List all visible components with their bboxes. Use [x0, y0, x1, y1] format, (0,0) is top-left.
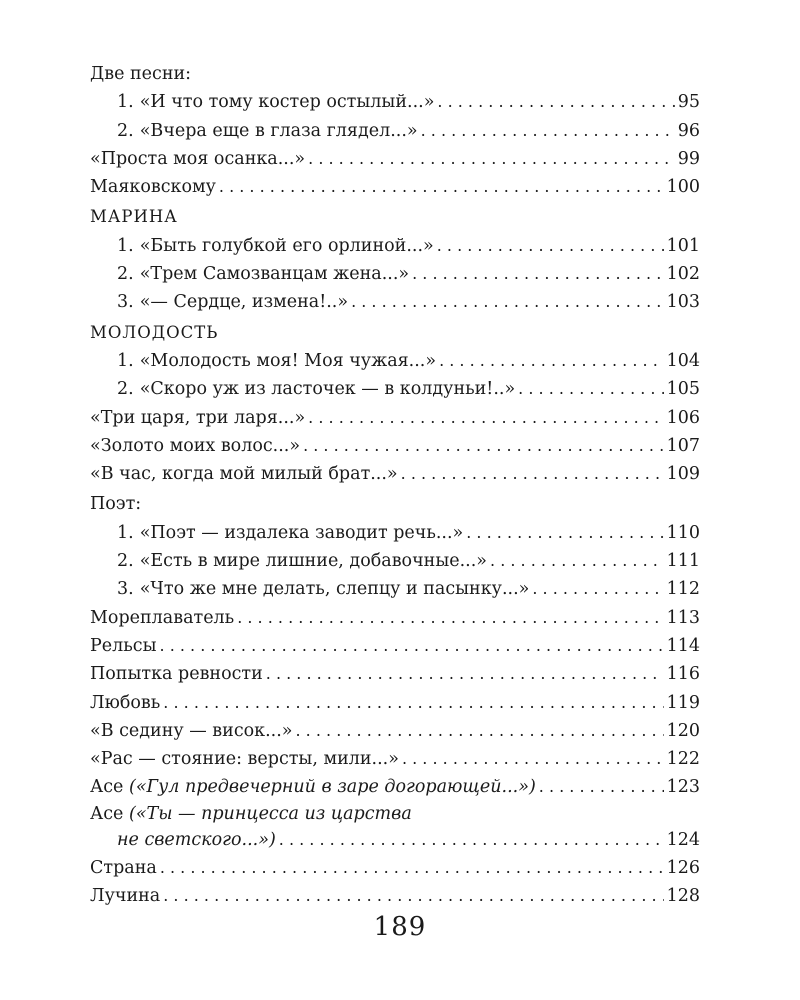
toc-entry-number: 1.: [117, 522, 134, 543]
dot-leader: [437, 88, 674, 116]
toc-entry-title: [117, 575, 529, 603]
toc-entry: [90, 717, 700, 745]
toc-page-number: 95: [677, 92, 700, 113]
toc-entry-text: Маяковскому: [90, 177, 216, 198]
toc-entry: [90, 404, 700, 432]
toc-entry: [90, 854, 700, 882]
toc-entry-title: [90, 689, 160, 717]
toc-entry: [90, 547, 700, 575]
toc-page-number: 109: [666, 464, 700, 485]
toc-entry-number: 2.: [117, 120, 134, 141]
toc-entry-title: [117, 826, 276, 854]
toc-entry-subtitle: («Гул предвечерний в заре догорающей...»): [129, 777, 536, 798]
toc-entry: [90, 460, 700, 488]
toc-entry-title: [117, 288, 348, 316]
toc-entry: [90, 689, 700, 717]
toc-entry-title: [90, 432, 300, 460]
toc-entry-text: Страна: [90, 858, 157, 879]
toc-entry-title: Две песни:: [90, 64, 192, 84]
toc-page-number: 99: [677, 148, 700, 169]
dot-leader: [466, 519, 663, 547]
dot-leader: [539, 773, 664, 801]
toc-entry-text: Лучина: [90, 886, 161, 907]
dot-leader: [421, 117, 675, 145]
dot-leader: [351, 288, 664, 316]
toc-page-number: 120: [666, 720, 700, 741]
toc-entry: [90, 773, 700, 801]
toc-entry-number: 2.: [117, 264, 134, 285]
toc-entry: [90, 882, 700, 910]
toc-page-number: 124: [666, 829, 700, 850]
toc-entry-number: 1.: [117, 92, 134, 113]
toc-entry-number: 2.: [117, 379, 134, 400]
toc-entry: [90, 632, 700, 660]
toc-entry-text: «Что же мне делать, слепцу и пасынку...»: [139, 579, 530, 600]
toc-entry-title: [90, 604, 234, 632]
toc-entry-text: «Рас — стояние: версты, мили...»: [90, 749, 399, 770]
toc-entry-text: «И что тому костер остылый...»: [139, 92, 435, 113]
toc-entry-title: [90, 145, 305, 173]
toc-entry-title: [117, 519, 463, 547]
toc-entry-title: [117, 232, 434, 260]
toc-entry: [90, 319, 700, 347]
toc-page-number: 114: [666, 635, 700, 656]
dot-leader: [160, 854, 664, 882]
toc-entry: [90, 173, 700, 201]
dot-leader: [532, 575, 663, 603]
dot-leader: [163, 882, 663, 910]
toc-entry-title: [117, 347, 436, 375]
toc-entry: [90, 145, 700, 173]
toc-page-number: 100: [666, 177, 700, 198]
toc-page-number: 107: [666, 435, 700, 456]
toc-entry-text: «Быть голубкой его орлиной...»: [139, 235, 434, 256]
toc-page-number: 102: [666, 264, 700, 285]
dot-leader: [303, 432, 664, 460]
toc-entry-text: «Трем Самозванцам жена...»: [139, 264, 410, 285]
toc-page-number: 122: [666, 749, 700, 770]
toc-entry-subtitle: не светского...»): [117, 829, 276, 850]
toc-entry-text: «Три царя, три ларя...»: [90, 407, 306, 428]
toc-entry-text: «Вчера еще в глаза глядел...»: [139, 120, 418, 141]
toc-page-number: 104: [666, 350, 700, 371]
toc-entry: [90, 826, 700, 854]
toc-entry-title: [90, 404, 305, 432]
toc-entry: [90, 604, 700, 632]
toc-entry: [90, 117, 700, 145]
toc-entry-title: [90, 882, 160, 910]
toc-entry: [90, 660, 700, 688]
toc-entry-text: «Поэт — издалека заводит речь...»: [139, 522, 464, 543]
toc-entry-title: [90, 717, 293, 745]
toc-entry-text: «Золото моих волос...»: [90, 435, 301, 456]
dot-leader: [237, 604, 663, 632]
toc-entry-text: Асе: [90, 777, 124, 798]
toc-entry-text: Рельсы: [90, 635, 157, 656]
toc-entry-title: [90, 173, 216, 201]
toc-entry-number: 1.: [117, 350, 134, 371]
dot-leader: [401, 460, 664, 488]
toc-entry-text: Асе: [90, 803, 124, 824]
toc-entry-number: 2.: [117, 551, 134, 572]
toc-entry-text: «Есть в мире лишние, добавочные...»: [139, 551, 488, 572]
dot-leader: [518, 375, 663, 403]
toc-entry-text: «В час, когда мой милый брат...»: [90, 464, 398, 485]
toc-entry-title: [117, 260, 409, 288]
toc-entry: [90, 203, 700, 231]
dot-leader: [279, 826, 664, 854]
toc-entry-text: «Проста моя осанка...»: [90, 148, 306, 169]
toc-entry-title: [90, 773, 536, 801]
toc-entry-text: Мореплаватель: [90, 607, 235, 628]
toc-entry: [90, 60, 700, 88]
toc-page-number: 126: [666, 858, 700, 879]
toc-entry: [90, 347, 700, 375]
toc-page-number: 123: [666, 777, 700, 798]
toc-entry-title: [90, 660, 263, 688]
toc-entry-title: [90, 632, 157, 660]
toc-entry-text: «Молодость моя! Моя чужая...»: [139, 350, 437, 371]
toc-page-number: 113: [666, 607, 700, 628]
toc-entry-title: [117, 547, 487, 575]
toc-entry-title: [90, 802, 412, 826]
toc-entry-text: «— Сердце, измена!..»: [139, 292, 349, 313]
toc-entry-text: Попытка ревности: [90, 664, 263, 685]
toc-entry: [90, 432, 700, 460]
toc-entry-text: Любовь: [90, 692, 161, 713]
toc-entry-title: [117, 375, 515, 403]
dot-leader: [160, 632, 664, 660]
toc-entry: [90, 232, 700, 260]
toc-page-number: 103: [666, 292, 700, 313]
dot-leader: [412, 260, 664, 288]
toc-entry: [90, 519, 700, 547]
dot-leader: [437, 232, 664, 260]
table-of-contents: [90, 58, 700, 911]
dot-leader: [402, 745, 664, 773]
dot-leader: [490, 547, 664, 575]
dot-leader: [163, 689, 663, 717]
dot-leader: [439, 347, 664, 375]
toc-entry-text: «Скоро уж из ласточек — в колдуньи!..»: [139, 379, 516, 400]
toc-entry: [90, 88, 700, 116]
page-number: 189: [373, 912, 427, 942]
toc-page-number: 119: [666, 692, 700, 713]
toc-entry: [90, 745, 700, 773]
toc-entry: [90, 288, 700, 316]
toc-entry-text: «В седину — висок...»: [90, 720, 293, 741]
toc-entry: [90, 802, 700, 826]
toc-entry-number: 3.: [117, 579, 134, 600]
toc-entry-title: [117, 117, 418, 145]
toc-entry-title: [90, 854, 157, 882]
toc-page-number: 128: [666, 886, 700, 907]
toc-page-number: 106: [666, 407, 700, 428]
toc-page-number: 110: [666, 522, 700, 543]
toc-page-number: 112: [666, 579, 700, 600]
toc-entry: [90, 490, 700, 518]
toc-entry: [90, 375, 700, 403]
dot-leader: [296, 717, 664, 745]
dot-leader: [308, 145, 675, 173]
dot-leader: [266, 660, 664, 688]
toc-page-number: 105: [666, 379, 700, 400]
toc-page-number: 101: [666, 235, 700, 256]
toc-page-number: 116: [666, 664, 700, 685]
toc-entry-title: МОЛОДОСТЬ: [90, 322, 219, 342]
dot-leader: [308, 404, 663, 432]
toc-entry-title: [117, 88, 434, 116]
toc-page-number: 96: [677, 120, 700, 141]
toc-entry-subtitle: («Ты — принцесса из царства: [129, 803, 412, 824]
toc-entry-title: Поэт:: [90, 494, 142, 515]
dot-leader: [219, 173, 664, 201]
toc-entry-title: МАРИНА: [90, 207, 178, 227]
toc-entry: [90, 260, 700, 288]
toc-entry-number: 3.: [117, 292, 134, 313]
toc-entry-title: [90, 745, 399, 773]
toc-entry-title: [90, 460, 398, 488]
toc-page-number: 111: [666, 551, 700, 572]
toc-entry-number: 1.: [117, 235, 134, 256]
toc-entry: [90, 575, 700, 603]
